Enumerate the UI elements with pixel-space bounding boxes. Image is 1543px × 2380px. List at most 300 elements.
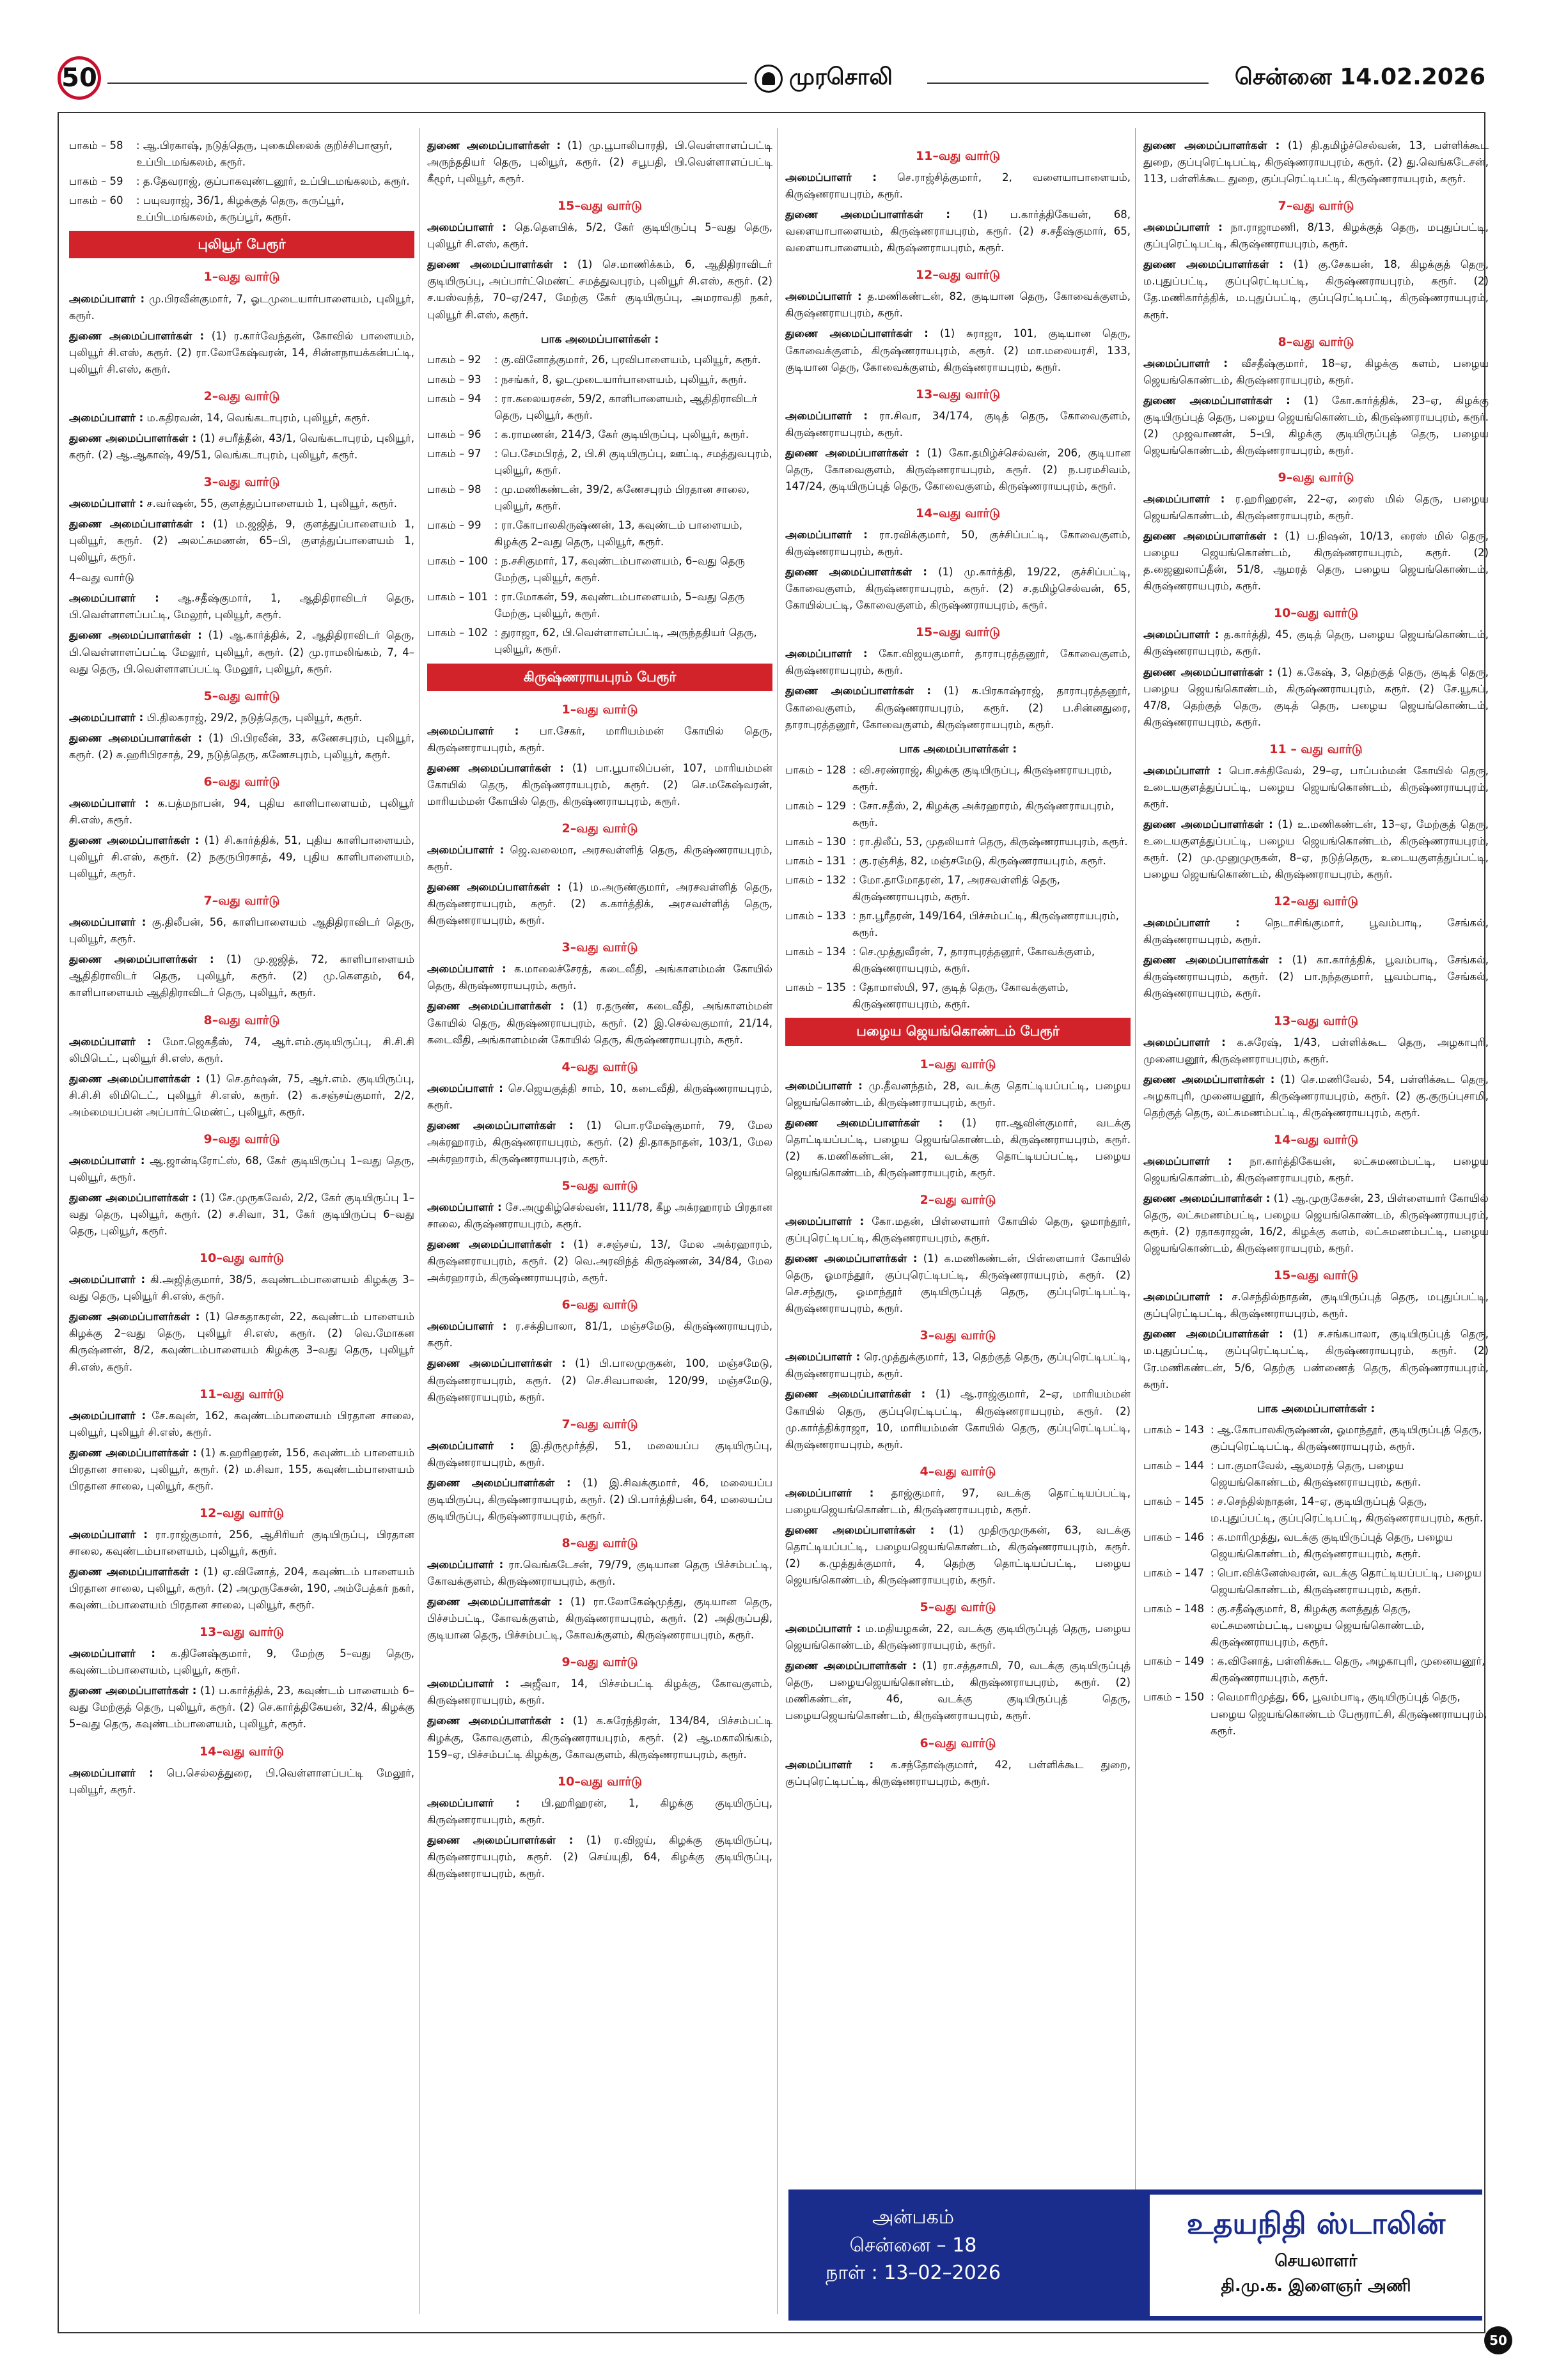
- officer-role-label: துணை அமைப்பாளர்கள் :: [785, 1523, 935, 1536]
- booth-details: : பெ.சேமபிரத், 2, பி.சி குடியிருப்பு, ஊட்டி, சமத்துவபுரம், புலியூர், கரூர்.: [494, 447, 772, 476]
- officer-details: க.சுரேஷ், 1/43, பள்ளிக்கூட தெரு, அழகாபுரி, முனையனூர், கிருஷ்ணராயபுரம், கரூர்.: [1143, 1036, 1489, 1065]
- booth-number: பாகம் – 102: [427, 626, 488, 639]
- ward-heading: 14–வது வார்டு: [199, 1744, 285, 1759]
- officer-details: (1) பி.பிரவீன், 33, கணேசபுரம், புலியூர், கரூர். (2) சு.ஹரிபிரசாத், 29, நடுத்தெரு, கணேசபுரம், புலியூர், கரூர்.: [69, 731, 414, 761]
- ward-heading: 3–வது வார்டு: [561, 940, 638, 955]
- officer-role-label: அமைப்பாளர் :: [69, 1409, 146, 1422]
- ad-line1: அன்பகம்: [872, 2206, 955, 2228]
- officer-role-label: அமைப்பாளர் :: [427, 1439, 515, 1452]
- officer-details: ரா.ராஜ்குமார், 256, ஆசிரியர் குடியிருப்பு, பிரதான சாலை, கவுண்டம்பாளையம், புலியூர், கரூர்.: [69, 1528, 414, 1557]
- officer-details: நெடாசிங்குமார், பூவம்பாடி, சேங்கல், கிருஷ்ணராயபுரம், கரூர்.: [1143, 917, 1489, 946]
- officer-entry: [1143, 137, 1489, 187]
- officer-entry: [427, 842, 772, 875]
- officer-details: (1) ரா.சத்தசாமி, 70, வடக்கு குடியிருப்புத் தெரு, பழையஜெயங்கொண்டம், கிருஷ்ணராயபுரம், கரூர். (2) மணிகண்டன், 46, வடக்கு குடியிருப்புத் தெரு, பழையஜெயங்கொண்டம், கிருஷ்ணராயபுரம், கரூர்.: [785, 1660, 1131, 1722]
- booth-number: பாகம் – 100: [427, 555, 488, 568]
- officer-entry: [1143, 664, 1489, 731]
- officer-role-label: துணை அமைப்பாளர்கள் :: [785, 1660, 917, 1672]
- officer-role-label: துணை அமைப்பாளர்கள் :: [1143, 139, 1280, 152]
- masthead-title: முரசொலி: [789, 64, 893, 90]
- officer-entry: [785, 445, 1131, 495]
- officer-entry: [69, 627, 414, 677]
- officer-details: மு.பிரவீன்குமார், 7, ஓடமுடையார்பாளையம், புலியூர், கரூர்.: [69, 292, 414, 322]
- officer-entry: [69, 832, 414, 882]
- booth-number: பாகம் – 131: [785, 854, 846, 867]
- officer-entry: [1143, 355, 1489, 389]
- booth-number: பாகம் – 129: [785, 799, 846, 812]
- officer-details: ச.வர்ஷன், 55, குளத்துப்பாளையம் 1, புலியூர், கரூர்.: [143, 497, 398, 510]
- officer-details: சே.கவுன், 162, கவுண்டம்பாளையம் பிரதான சாலை, புலியூர், புலியூர் சி.எஸ், கரூர்.: [69, 1409, 414, 1438]
- booth-row: [427, 352, 772, 368]
- section-title-pazhaya-jayankondam: பழைய ஜெயங்கொண்டம் பேரூர்: [785, 1018, 1131, 1045]
- header-rule-right: [927, 82, 1209, 84]
- ward-heading: 6–வது வார்டு: [561, 1298, 638, 1312]
- officer-role-label: அமைப்பாளர் :: [69, 292, 145, 305]
- officer-details: (1) ச.சஞ்சய், 13/, மேல அக்ரஹாரம், கிருஷ்ணராயபுரம், கரூர். (2) வெ.அரவிந்த் கிருஷ்ணன், 34/84, மேல அக்ரஹாரம், கிருஷ்ணராயபுரம், கரூர்.: [427, 1238, 772, 1284]
- officer-entry: [427, 1676, 772, 1709]
- officer-entry: [427, 1557, 772, 1590]
- officer-entry: [785, 1485, 1131, 1518]
- officer-role-label: அமைப்பாளர் :: [1143, 1036, 1226, 1048]
- officer-entry: [69, 914, 414, 947]
- officer-role-label: துணை அமைப்பாளர்கள் :: [69, 1072, 201, 1085]
- officer-details: இ.திருமூர்த்தி, 51, மலையப்ப குடியிருப்பு, கிருஷ்ணராயபுரம், கரூர்.: [427, 1439, 772, 1468]
- booth-details: : ச.செந்தில்நாதன், 14–ஏ, குடியிருப்புத் தெரு, ம.புதுப்பட்டி, குப்புரெட்டிபட்டி, கிருஷ்ணராயபுரம், கரூர்.: [1210, 1495, 1484, 1524]
- booth-number: பாகம் – 59: [69, 175, 123, 188]
- officer-role-label: துணை அமைப்பாளர்கள் :: [1143, 258, 1284, 271]
- ward-heading: 4–வது வார்டு: [920, 1464, 996, 1479]
- officer-entry: [427, 1832, 772, 1882]
- officer-details: (1) ம.அருண்குமார், அரசவள்ளித் தெரு, கிருஷ்ணராயபுரம், கரூர். (2) க.கார்த்திக், அரசவள்ளித் தெரு, கிருஷ்ணராயபுரம், கரூர்.: [427, 881, 772, 927]
- footer-page-number: 50: [1484, 2326, 1512, 2354]
- booth-details: : ந.சசிகுமார், 17, கவுண்டம்பாளையம், 6–வது தெரு மேற்கு, புலியூர், கரூர்.: [494, 555, 745, 584]
- officer-entry: [785, 169, 1131, 203]
- ward-heading: 9–வது வார்டு: [203, 1132, 280, 1146]
- officer-entry: [1143, 491, 1489, 524]
- officer-role-label: அமைப்பாளர் :: [427, 844, 505, 857]
- booth-details: : க.மாரிமுத்து, வடக்கு குடியிருப்புத் தெரு, பழைய ஜெயங்கொண்டம், கிருஷ்ணராயபுரம், கரூர்.: [1210, 1530, 1453, 1560]
- officer-entry: [1143, 393, 1489, 459]
- booth-section-title: பாக அமைப்பாளர்கள் :: [898, 742, 1017, 756]
- booth-number: பாகம் – 149: [1143, 1655, 1204, 1668]
- officer-entry: [785, 1115, 1131, 1181]
- officer-details: (1) ஆ.ராஜ்குமார், 2–ஏ, மாரியம்மன் கோயில் தெரு, குப்புரெட்டிபட்டி, கிருஷ்ணராயபுரம், கரூர். (2) மு.கார்த்திக்ராஜா, 10, மாரியம்மன் கோயில் தெரு, குப்புரெட்டிபட்டி, கிருஷ்ணராயபுரம், கரூர்.: [785, 1388, 1131, 1451]
- booth-row: [427, 426, 772, 443]
- officer-role-label: அமைப்பாளர் :: [69, 797, 149, 809]
- booth-details: : பா.குமாவேல், ஆலமரத் தெரு, பழைய ஜெயங்கொண்டம், கிருஷ்ணராயபுரம், கரூர்.: [1210, 1459, 1422, 1488]
- booth-row: [785, 853, 1131, 869]
- officer-entry: [1143, 219, 1489, 253]
- officer-entry: [785, 325, 1131, 375]
- booth-details: : கு.ரஞ்சித், 82, மஞ்சமேடு, கிருஷ்ணராயபுரம், கரூர்.: [852, 854, 1106, 867]
- officer-details: (1) சுராஜா, 101, குடியான தெரு, கோவைக்குளம், கிருஷ்ணராயபுரம், கரூர். (2) மா.மலையரசி, 133, குடியான தெரு, கோவைக்குளம், கிருஷ்ணராயபுரம், கரூர்.: [785, 327, 1131, 373]
- officer-role-label: துணை அமைப்பாளர்கள் :: [427, 1357, 566, 1370]
- booth-number: பாகம் – 60: [69, 194, 123, 207]
- booth-row: [427, 517, 772, 550]
- officer-role-label: அமைப்பாளர் :: [69, 1154, 145, 1167]
- officer-role-label: அமைப்பாளர் :: [785, 409, 868, 422]
- booth-number: பாகம் – 93: [427, 373, 482, 385]
- officer-role-label: துணை அமைப்பாளர்கள் :: [427, 1715, 565, 1727]
- officer-role-label: துணை அமைப்பாளர்கள் :: [69, 731, 203, 744]
- officer-entry: [69, 1645, 414, 1679]
- officer-details: ம.மதியழகன், 22, வடக்கு குடியிருப்புத் தெரு, பழைய ஜெயங்கொண்டம், கிருஷ்ணராயபுரம், கரூர்.: [785, 1622, 1131, 1652]
- officer-details: (1) க.கேஷ், 3, தெற்குத் தெரு, குடித் தெரு, பழைய ஜெயங்கொண்டம், கிருஷ்ணராயபுரம், கரூர். (2) சே.யூசுப், 47/8, தெற்குத் தெரு, குடித் தெரு, பழைய ஜெயங்கொண்டம், கிருஷ்ணராயபுரம், கரூர்.: [1143, 665, 1489, 728]
- ward-heading: 13–வது வார்டு: [915, 387, 1001, 401]
- officer-entry: [427, 1117, 772, 1167]
- ward-heading: 15–வது வார்டு: [915, 625, 1001, 640]
- officer-entry: [785, 1078, 1131, 1111]
- officer-details: ர.சக்திபாலா, 81/1, மஞ்சமேடு, கிருஷ்ணராயபுரம், கரூர்.: [427, 1320, 772, 1349]
- officer-role-label: துணை அமைப்பாளர்கள் :: [1143, 1073, 1275, 1085]
- officer-entry: [1143, 256, 1489, 323]
- ward-heading: 5–வது வார்டு: [561, 1178, 638, 1193]
- officer-role-label: துணை அமைப்பாளர்கள் :: [427, 1119, 574, 1132]
- officer-entry: [69, 730, 414, 763]
- officer-role-label: அமைப்பாளர் :: [785, 290, 862, 303]
- ward-heading: 3–வது வார்டு: [920, 1328, 996, 1343]
- officer-details: (1) பா.பூபாலிப்பன், 107, மாரியம்மன் கோயில் தெரு, கிருஷ்ணராயபுரம், கரூர். (2) செ.மகேஷ்வரன், மாரியம்மன் கோயில் தெரு, கிருஷ்ணராயபுரம், கரூர்.: [427, 761, 772, 807]
- booth-details: : நசங்கர், 8, ஓடமுடையார்பாளையம், புலியூர், கரூர்.: [494, 373, 747, 385]
- officer-role-label: அமைப்பாளர் :: [427, 1558, 504, 1571]
- officer-entry: [785, 408, 1131, 441]
- officer-role-label: துணை அமைப்பாளர்கள் :: [69, 834, 200, 846]
- officer-details: (1) க.பிரகாஷ்ராஜ், தாராபுரத்தனூர், கோவைகுளம், கிருஷ்ணராயபுரம், கரூர். (2) ப.சின்னதுரை, தாராபுரத்தனூர், கோவைகுளம், கிருஷ்ணராயபுரம், கரூர்.: [785, 685, 1131, 731]
- booth-number: பாகம் – 146: [1143, 1530, 1204, 1543]
- booth-number: பாகம் – 128: [785, 763, 846, 776]
- booth-row: [785, 762, 1131, 795]
- officer-details: ர.ஹரிஹரன், 22–ஏ, ரைஸ் மில் தெரு, பழைய ஜெயங்கொண்டம், கிருஷ்ணராயபுரம், கரூர்.: [1143, 492, 1489, 522]
- officer-details: மு.தீவனந்தம், 28, வடக்கு தொட்டியப்பட்டி, பழைய ஜெயங்கொண்டம், கிருஷ்ணராயபுரம், கரூர்.: [785, 1079, 1131, 1108]
- officer-role-label: துணை அமைப்பாளர்கள் :: [1143, 818, 1273, 830]
- booth-number: பாகம் – 133: [785, 910, 846, 922]
- booth-number: பாகம் – 143: [1143, 1423, 1204, 1436]
- booth-details: : நா.பூரீதரன், 149/164, பிச்சம்பட்டி, கிருஷ்ணராயபுரம், கரூர்.: [852, 910, 1120, 939]
- ward-heading: 12–வது வார்டு: [1273, 894, 1359, 909]
- officer-entry: [785, 1658, 1131, 1724]
- officer-entry: [427, 1355, 772, 1405]
- officer-entry: [1143, 528, 1489, 595]
- officer-role-label: அமைப்பாளர் :: [1143, 221, 1223, 234]
- officer-details: (1) ப.கார்த்திக், 23, கவுண்டம் பாளையம் 6–வது மேற்குத் தெரு, புலியூர், கரூர். (2) செ.கார்த்திகேயன், 32/4, கிழக்கு 5–வது தெரு, கவுண்டம்பாளையம், புலியூர், கரூர்.: [69, 1684, 414, 1731]
- officer-details: (1) செ.தர்ஷன், 75, ஆர்.எம். குடியிருப்பு, சி.சி.சி லிமிடெட், புலியூர் சி.எஸ், கரூர். (2) க.சஞ்சய்குமார், 2/2, அம்மையப்பன் அப்பார்ட்மெண்ட், புலியூர், கரூர்.: [69, 1072, 414, 1118]
- officer-entry: [785, 1386, 1131, 1452]
- officer-entry: [427, 1236, 772, 1286]
- officer-entry: [69, 1190, 414, 1240]
- officer-role-label: துணை அமைப்பாளர்கள் :: [785, 208, 950, 221]
- booth-details: : செ.முத்துவீரன், 7, தாராபுரத்தனூர், கோவக்குளம், கிருஷ்ணராயபுரம், கரூர்.: [852, 945, 1095, 975]
- officer-role-label: அமைப்பாளர் :: [69, 592, 159, 605]
- officer-entry: [69, 1034, 414, 1067]
- officer-details: நா.ராஜாமணி, 8/13, கிழக்குத் தெரு, மபுதுப்பட்டி, குப்புரெட்டிபட்டி, கிருஷ்ணராயபுரம், கரூர்.: [1143, 221, 1489, 251]
- officer-entry: [1143, 763, 1489, 813]
- officer-entry: [785, 564, 1131, 614]
- ward-heading: 2–வது வார்டு: [203, 389, 280, 403]
- officer-role-label: அமைப்பாளர் :: [427, 221, 506, 234]
- officer-details: பி.ஹரிஹரன், 1, கிழக்கு குடியிருப்பு, கிருஷ்ணராயபுரம், கரூர்.: [427, 1796, 772, 1826]
- officer-details: வீசதீஷ்குமார், 18–ஏ, கிழக்கு களம், பழைய ஜெயங்கொண்டம், கிருஷ்ணராயபுரம், கரூர்.: [1143, 357, 1489, 386]
- officer-role-label: துணை அமைப்பாளர்கள் :: [69, 1311, 200, 1323]
- officer-entry: [69, 328, 414, 378]
- officer-details: (1) மு.பூபாலிபாரதி, பி.வெள்ளாளப்பட்டி அருந்ததியர் தெரு, புலியூர், கரூர். (2) சபூபதி, பி.வெள்ளாளப்பட்டி கீழூர், புலியூர், கரூர்.: [427, 139, 772, 185]
- officer-entry: [1143, 1071, 1489, 1121]
- booth-row: [785, 979, 1131, 1013]
- officer-entry: [427, 998, 772, 1048]
- officer-role-label: அமைப்பாளர் :: [1143, 492, 1225, 505]
- officer-details: (1) சே.முருகவேல், 2/2, கேர் குடியிருப்பு 1–வது தெரு, புலியூர், கரூர். (2) ச.சிவா, 31, கேர் குடியிருப்பு 6–வது தெரு, புலியூர், கரூர்.: [69, 1191, 414, 1238]
- officer-entry: [69, 795, 414, 828]
- ad-line2: சென்னை – 18: [849, 2234, 977, 2257]
- officer-entry: [427, 137, 772, 187]
- officer-role-label: துணை அமைப்பாளர்கள் :: [427, 1000, 565, 1013]
- officer-entry: [785, 1757, 1131, 1790]
- ward-heading: 5–வது வார்டு: [920, 1600, 996, 1615]
- ward-heading: 14–வது வார்டு: [1273, 1132, 1359, 1147]
- officer-details: (1) முதிருமுருகன், 63, வடக்கு தொட்டியப்பட்டி, பழையஜெயங்கொண்டம், கிருஷ்ணராயபுரம், கரூர். (2) க.முத்துக்குமார், 4, தெற்கு தொட்டியப்பட்டி, பழைய ஜெயங்கொண்டம், கிருஷ்ணராயபுரம், கரூர்.: [785, 1523, 1131, 1587]
- booth-details: : ஆ.பிரகாஷ், நடுத்தெரு, புகைமிலைக் குறிச்சிபாளூர், உப்பிடமங்கலம், கரூர்.: [136, 139, 393, 169]
- officer-details: பொ.சக்திவேல், 29–ஏ, பாப்பம்மன் கோயில் தெரு, உடையகுளத்துப்பட்டி, பழைய ஜெயங்கொண்டம், கிருஷ்ணராயபுரம், கரூர்.: [1143, 764, 1489, 810]
- booth-details: : பயுவராஜ், 36/1, கிழக்குத் தெரு, கருப்பூர், உப்பிடமங்கலம், கருப்பூர், கரூர்.: [136, 194, 345, 224]
- ward-heading: 15–வது வார்டு: [1273, 1268, 1359, 1283]
- booth-number: பாகம் – 148: [1143, 1603, 1204, 1615]
- officer-details: (1) க.ஹரிஹரன், 156, கவுண்டம் பாளையம் பிரதான சாலை, புலியூர், கரூர். (2) ம.சிவா, 155, கவுண்டம்பாளையம் பிரதான சாலை, புலியூர், கரூர்.: [69, 1446, 414, 1492]
- officer-details: ரா.வெங்கடேசன், 79/79, குடியான தெரு பிச்சம்பட்டி, கோவக்குளம், கிருஷ்ணராயபுரம், கரூர்.: [427, 1558, 772, 1588]
- officer-entry: [427, 1438, 772, 1471]
- ward-heading: 12–வது வார்டு: [915, 268, 1001, 283]
- booth-number: பாகம் – 134: [785, 945, 846, 958]
- officer-entry: [785, 1621, 1131, 1654]
- booth-row: [427, 589, 772, 622]
- officer-details: த.கார்த்தி, 45, குடித் தெரு, பழைய ஜெயங்கொண்டம், கிருஷ்ணராயபுரம், கரூர்.: [1143, 628, 1489, 658]
- officer-entry: [1143, 1326, 1489, 1392]
- officer-role-label: துணை அமைப்பாளர்கள் :: [1143, 954, 1283, 967]
- officer-details: (1) க.மணிகண்டன், பிள்ளையார் கோயில் தெரு, ஓமாந்தூர், குப்புரெட்டிபட்டி, கிருஷ்ணராயபுரம், கரூர். (2) செ.சந்துரு, ஓமாந்தூர் குடியிருப்புத் தெரு, குப்புரெட்டிபட்டி, கிருஷ்ணராயபுரம், கரூர்.: [785, 1252, 1131, 1315]
- officer-role-label: அமைப்பாளர் :: [1143, 764, 1222, 777]
- officer-role-label: அமைப்பாளர் :: [1143, 1291, 1223, 1303]
- booth-details: : ரா.கோபாலகிருஷ்ணன், 13, கவுண்டம் பாளையம், கிழக்கு 2–வது தெரு, புலியூர், கரூர்.: [494, 519, 742, 548]
- ward-heading: 7–வது வார்டு: [1278, 199, 1354, 214]
- officer-details: (1) ரா.ஆவின்குமார், வடக்கு தொட்டியப்பட்டி, பழைய ஜெயங்கொண்டம், கிருஷ்ணராயபுரம், கரூர். (2) க.மணிகண்டன், 21, வடக்கு தொட்டியப்பட்டி, பழைய ஜெயங்கொண்டம், கிருஷ்ணராயபுரம், கரூர்.: [785, 1116, 1131, 1179]
- booth-row: [785, 834, 1131, 850]
- officer-entry: [427, 1080, 772, 1114]
- ward-heading: 13–வது வார்டு: [199, 1625, 285, 1640]
- officer-role-label: துணை அமைப்பாளர்கள் :: [427, 1238, 565, 1251]
- officer-entry: [785, 527, 1131, 560]
- officer-role-label: துணை அமைப்பாளர்கள் :: [785, 1388, 926, 1401]
- officer-details: (1) உ.மணிகண்டன், 13–ஏ, மேற்குத் தெரு, உடையகுளத்துப்பட்டி, பழைய ஜெயங்கொண்டம், கிருஷ்ணராயபுரம், கரூர். (2) மு.முனுமுருகன், 8–ஏ, நடுத்தெரு, உடையகுளத்துப்பட்டி, பழைய ஜெயங்கொண்டம், கிருஷ்ணராயபுரம், கரூர்.: [1143, 818, 1489, 881]
- officer-entry: [69, 951, 414, 1001]
- officer-details: கு.திலீபன், 56, காளிபாளையம் ஆதிதிராவிடர் தெரு, புலியூர், கரூர்.: [69, 916, 414, 945]
- officer-entry: [427, 1475, 772, 1525]
- officer-details: (1) செ.மாணிக்கம், 6, ஆதிதிராவிடர் குடியிருப்பு, அப்பார்ட்மெண்ட் சமத்துவபுரம், புலியூர் சி.எஸ், கரூர். (2) ச.யஸ்வந்த், 70–ஏ/247, மேற்கு கேர் குடியிருப்பு, அமராவதி நகர், புலியூர் சி.எஸ், கரூர்.: [427, 258, 772, 321]
- officer-role-label: துணை அமைப்பாளர்கள் :: [69, 329, 205, 342]
- ward-heading: 10–வது வார்டு: [1273, 606, 1359, 621]
- ward-heading: 8–வது வார்டு: [1278, 334, 1354, 349]
- booth-number: பாகம் – 97: [427, 447, 482, 460]
- officer-details: சே.அழுகிழ்செல்வன், 111/78, கீழ அக்ரஹாரம் பிரதான சாலை, கிருஷ்ணராயபுரம், கரூர்.: [427, 1201, 772, 1231]
- booth-number: பாகம் – 135: [785, 981, 846, 994]
- officer-role-label: துணை அமைப்பாளர்கள் :: [785, 327, 928, 340]
- column-4: [1143, 137, 1489, 1742]
- ward-heading: 9–வது வார்டு: [561, 1655, 638, 1670]
- ward-heading: 8–வது வார்டு: [203, 1013, 280, 1027]
- officer-role-label: அமைப்பாளர் :: [427, 1320, 507, 1333]
- officer-details: (1) ஏ.வினோத், 204, கவுண்டம் பாளையம் பிரதான சாலை, புலியூர், கரூர். (2) அமுருகேசன், 190, அம்பேத்கர் நகர், கவுண்டம்பாளையம் பிரதான சாலை, புலியூர், கரூர்.: [69, 1566, 414, 1612]
- officer-entry: [1143, 626, 1489, 660]
- officer-entry: [785, 1349, 1131, 1382]
- officer-role-label: அமைப்பாளர் :: [1143, 1155, 1232, 1167]
- ward-heading: 9–வது வார்டு: [1278, 470, 1354, 485]
- officer-details: (1) மு.கார்த்தி, 19/22, குச்சிப்பட்டி, கோவைகுளம், கிருஷ்ணராயபுரம், கரூர். (2) ச.தமிழ்செல்வன், 65, கோயில்பட்டி, கோவைகுளம், கிருஷ்ணராயபுரம், கரூர்.: [785, 566, 1131, 612]
- booth-number: பாகம் – 132: [785, 873, 846, 886]
- booth-row: [427, 481, 772, 515]
- officer-role-label: துணை அமைப்பாளர்கள் :: [69, 1191, 197, 1204]
- officer-role-label: துணை அமைப்பாளர்கள் :: [427, 1476, 571, 1489]
- booth-number: பாகம் – 92: [427, 354, 482, 366]
- booth-details: : மோ.தாமோதரன், 17, அரசவள்ளித் தெரு, கிருஷ்ணராயபுரம், கரூர்.: [852, 873, 1060, 903]
- officer-role-label: துணை அமைப்பாளர்கள் :: [69, 1566, 199, 1578]
- officer-entry: [427, 961, 772, 994]
- officer-entry: [69, 430, 414, 463]
- officer-role-label: அமைப்பாளர் :: [69, 1035, 152, 1048]
- officer-details: பி.திலகராஜ், 29/2, நடுத்தெரு, புலியூர், கரூர்.: [143, 711, 363, 724]
- officer-role-label: துணை அமைப்பாளர்கள் :: [69, 629, 202, 642]
- booth-details: : பொ.விக்னேஸ்வரன், வடக்கு தொட்டியப்பட்டி, பழைய ஜெயங்கொண்டம், கிருஷ்ணராயபுரம், கரூர்.: [1210, 1567, 1482, 1596]
- officer-details: (1) கோ.தமிழ்ச்செல்வன், 206, குடியான தெரு, கோவைகுளம், கிருஷ்ணராயபுரம், கரூர். (2) ந.பரமசிவம், 147/24, குடியிருப்புத் தெரு, கோவைகுளம், கிருஷ்ணராயபுரம், கரூர்.: [785, 446, 1131, 492]
- officer-role-label: துணை அமைப்பாளர்கள் :: [69, 1684, 197, 1697]
- officer-details: (1) சபரீத்தீன், 43/1, வெங்கடாபுரம், புலியூர், கரூர். (2) ஆ.ஆகாஷ், 49/51, வெங்கடாபுரம், புலியூர், கரூர்.: [69, 432, 414, 461]
- booth-number: பாகம் – 145: [1143, 1495, 1204, 1507]
- officer-details: (1) ப.கார்த்திகேயன், 68, வளையாபாளையம், கிருஷ்ணராயபுரம், கரூர். (2) ச.சதீஷ்குமார், 65, வளையாபாளையம், கிருஷ்ணராயபுரம், கரூர்.: [785, 208, 1131, 254]
- booth-details: : ரா.திலீப், 53, முதலியார் தெரு, கிருஷ்ணராயபுரம், கரூர்.: [852, 835, 1128, 848]
- signatory-wing: தி.மு.க. இளைஞர் அணி: [1221, 2276, 1411, 2296]
- officer-details: க.தினேஷ்குமார், 9, மேற்கு 5–வது தெரு, கவுண்டம்பாளையம், புலியூர், கரூர்.: [69, 1647, 414, 1677]
- officer-details: (1) கா.கார்த்திக், பூவம்பாடி, சேங்கல், கிருஷ்ணராயபுரம், கரூர். (2) பா.நந்தகுமார், பூவம்பாடி, சேங்கல், கிருஷ்ணராயபுரம், கரூர்.: [1143, 954, 1489, 1000]
- header-rule-left: [107, 82, 747, 84]
- page-number-badge: 50: [58, 56, 101, 100]
- officer-role-label: துணை அமைப்பாளர்கள் :: [69, 518, 205, 531]
- officer-details: (1) செகதாகரன், 22, கவுண்டம் பாளையம் கிழக்கு 2–வது தெரு, புலியூர் சி.எஸ், கரூர். (2) வெ.மோகன கிருஷ்ணன், 8/2, கவுண்டம்பாளையம் கிழக்கு 3–வது தெரு, புலியூர் சி.எஸ், கரூர்.: [69, 1311, 414, 1373]
- ward-heading: 1–வது வார்டு: [203, 270, 280, 284]
- officer-details: (1) தி.தமிழ்ச்செல்வன், 13, பள்ளிக்கூட துறை, குப்புரெட்டிபட்டி, கிருஷ்ணராயபுரம், கரூர். (2) து.வெங்கடேசன், 113, பள்ளிக்கூட துறை, குப்புரெட்டிபட்டி, கிருஷ்ணராயபுரம், கரூர்.: [1143, 139, 1489, 185]
- booth-row: [69, 137, 414, 171]
- booth-row: [1143, 1422, 1489, 1455]
- officer-details: (1) மு.ஜஜித், 72, காளிபாளையம் ஆதிதிராவிடர் தெரு, புலியூர், கரூர். (2) மு.கௌதம், 64, காளிபாளையம் ஆதிதிராவிடர் தெரு, புலியூர், கரூர்.: [69, 953, 414, 999]
- ward-heading-plain: 4–வது வார்டு: [69, 572, 134, 584]
- officer-details: (1) சி.கார்த்திக், 51, புதிய காளிபாளையம், புலியூர் சி.எஸ், கரூர். (2) நகுருபிரசாத், 49, புதிய காளிபாளையம், புலியூர், கரூர்.: [69, 834, 414, 880]
- booth-details: : ரா.கலையரசன், 59/2, காளிபாளையம், ஆதிதிராவிடர் தெரு, புலியூர், கரூர்.: [494, 392, 758, 421]
- officer-role-label: துணை அமைப்பாளர்கள் :: [69, 432, 197, 444]
- officer-role-label: அமைப்பாளர் :: [427, 1796, 520, 1809]
- officer-role-label: துணை அமைப்பாளர்கள் :: [427, 258, 568, 271]
- booth-row: [427, 391, 772, 424]
- officer-entry: [69, 1272, 414, 1305]
- officer-entry: [69, 516, 414, 566]
- masthead: [755, 64, 921, 93]
- officer-role-label: அமைப்பாளர் :: [69, 1273, 146, 1286]
- ad-address: [808, 2204, 1019, 2287]
- booth-row: [1143, 1493, 1489, 1527]
- officer-role-label: துணை அமைப்பாளர்கள் :: [427, 1833, 574, 1846]
- officer-details: மோ.ஜெகதீஸ், 74, ஆர்.எம்.குடியிருப்பு, சி.சி.சி லிமிடெட், புலியூர் சி.எஸ், கரூர்.: [69, 1035, 414, 1064]
- officer-entry: [427, 1795, 772, 1828]
- officer-details: தாஜ்குமார், 97, வடக்கு தொட்டியப்பட்டி, பழையஜெயங்கொண்டம், கிருஷ்ணராயபுரம், கரூர்.: [785, 1486, 1131, 1516]
- booth-number: பாகம் – 99: [427, 519, 482, 531]
- officer-entry: [1143, 952, 1489, 1002]
- booth-row: [427, 625, 772, 658]
- officer-details: (1) இ.சிவக்குமார், 46, மலையப்ப குடியிருப்பு, கிருஷ்ணராயபுரம், கரூர். (2) பி.பார்த்திபன், 64, மலையப்ப குடியிருப்பு, கிருஷ்ணராயபுரம், கரூர்.: [427, 1476, 772, 1522]
- signatory-name: உதயநிதி ஸ்டாலின்: [1186, 2206, 1446, 2241]
- officer-role-label: அமைப்பாளர் :: [785, 1758, 874, 1771]
- officer-role-label: துணை அமைப்பாளர்கள் :: [427, 1596, 563, 1608]
- column-divider: [777, 128, 778, 2314]
- officer-role-label: அமைப்பாளர் :: [427, 1677, 510, 1690]
- officer-details: அஜீவா, 14, பிச்சம்பட்டி கிழக்கு, கோவகுளம், கிருஷ்ணராயபுரம், கரூர்.: [427, 1677, 772, 1707]
- officer-role-label: அமைப்பாளர் :: [427, 724, 519, 737]
- booth-section-title: பாக அமைப்பாளர்கள் :: [1257, 1402, 1375, 1415]
- column-1: [69, 137, 414, 1802]
- officer-details: செ.ராஜ்சித்குமார், 2, வளையாபாளையம், கிருஷ்ணராயபுரம், கரூர்.: [785, 171, 1131, 201]
- ward-heading: 13–வது வார்டு: [1273, 1013, 1359, 1028]
- officer-role-label: துணை அமைப்பாளர்கள் :: [427, 139, 561, 152]
- booth-row: [69, 173, 414, 190]
- officer-details: ம.கதிரவன், 14, வெங்கடாபுரம், புலியூர், கரூர்.: [143, 411, 370, 424]
- officer-details: (1) ம.ஜஜித், 9, குளத்துப்பாளையம் 1, புலியூர், கரூர். (2) அலட்சுமணன், 65–பி, குளத்துப்பாளையம் 1, புலியூர், கரூர்.: [69, 518, 414, 564]
- ward-heading: 10–வது வார்டு: [557, 1774, 643, 1789]
- ward-heading: 15–வது வார்டு: [557, 199, 643, 214]
- officer-details: (1) ர.கார்வேந்தன், கோவில் பாளையம், புலியூர் சி.எஸ், கரூர். (2) ரா.லோகேஷ்வரன், 14, சின்னநாயக்கன்பட்டி, புலியூர் சி.எஸ், கரூர்.: [69, 329, 414, 375]
- officer-details: ஜெ.வலைமா, அரசவள்ளித் தெரு, கிருஷ்ணராயபுரம், கரூர்.: [427, 844, 772, 873]
- booth-section-title: பாக அமைப்பாளர்கள் :: [540, 332, 659, 346]
- ward-heading: 1–வது வார்டு: [561, 702, 638, 717]
- officer-entry: [1143, 1153, 1489, 1186]
- officer-entry: [69, 1153, 414, 1186]
- booth-row: [1143, 1529, 1489, 1562]
- murasoli-logo-icon: [755, 65, 783, 93]
- officer-entry: [1143, 816, 1489, 883]
- booth-details: : சோ.சதீஸ், 2, கிழக்கு அக்ரஹாரம், கிருஷ்ணராயபுரம், கரூர்.: [852, 799, 1115, 828]
- booth-number: பாகம் – 98: [427, 483, 482, 495]
- booth-row: [1143, 1458, 1489, 1491]
- officer-role-label: அமைப்பாளர் :: [69, 711, 144, 724]
- officer-role-label: அமைப்பாளர் :: [785, 1079, 863, 1092]
- officer-entry: [69, 1071, 414, 1121]
- officer-role-label: துணை அமைப்பாளர்கள் :: [785, 1116, 943, 1129]
- officer-details: க.சந்தோஷ்குமார், 42, பள்ளிக்கூட துறை, குப்புரெட்டிபட்டி, கிருஷ்ணராயபுரம், கரூர்.: [785, 1758, 1131, 1787]
- officer-details: கி.அஜித்குமார், 38/5, கவுண்டம்பாளையம் கிழக்கு 3–வது தெரு, புலியூர் சி.எஸ், கரூர்.: [69, 1273, 414, 1303]
- officer-role-label: துணை அமைப்பாளர்கள் :: [785, 685, 931, 697]
- officer-role-label: அமைப்பாளர் :: [1143, 628, 1219, 641]
- officer-details: (1) ரா.லோகேஷ்முத்து, குடியான தெரு, பிச்சம்பட்டி, கோவக்குளம், கிருஷ்ணராயபுரம், கரூர். (2) அதிருப்பதி, குடியான தெரு, பிச்சம்பட்டி, கோவக்குளம், கிருஷ்ணராயபுரம், கரூர்.: [427, 1596, 772, 1642]
- officer-entry: [427, 723, 772, 756]
- ward-heading: 1–வது வார்டு: [920, 1057, 996, 1071]
- ward-heading: 11 – வது வார்டு: [1269, 742, 1363, 756]
- booth-details: : ரா.மோகன், 59, கவுண்டம்பாளையம், 5–வது தெரு மேற்கு, புலியூர், கரூர்.: [494, 591, 745, 620]
- officer-details: கோ.மதன், பிள்ளையார் கோயில் தெரு, ஓமாந்தூர், குப்புரெட்டிபட்டி, கிருஷ்ணராயபுரம், கரூர்.: [785, 1215, 1131, 1245]
- booth-row: [785, 908, 1131, 941]
- booth-number: பாகம் – 96: [427, 428, 482, 440]
- booth-row: [785, 798, 1131, 831]
- officer-entry: [69, 410, 414, 426]
- officer-entry: [785, 206, 1131, 256]
- officer-role-label: அமைப்பாளர் :: [69, 1528, 148, 1541]
- officer-details: த.மணிகண்டன், 82, குடியான தெரு, கோவைக்குளம், கிருஷ்ணராயபுரம், கரூர்.: [785, 290, 1131, 320]
- officer-role-label: துணை அமைப்பாளர்கள் :: [1143, 1328, 1283, 1341]
- booth-details: : க.வினோத், பள்ளிக்கூட தெரு, அழகாபுரி, முனையனூர், கிருஷ்ணராயபுரம், கரூர்.: [1210, 1655, 1485, 1684]
- booth-row: [785, 872, 1131, 905]
- officer-details: செ.ஜெயகுத்தி சாம், 10, கடைவீதி, கிருஷ்ணராயபுரம், கரூர்.: [427, 1082, 773, 1111]
- officer-role-label: அமைப்பாளர் :: [427, 1201, 502, 1213]
- ward-heading: 10–வது வார்டு: [199, 1251, 285, 1266]
